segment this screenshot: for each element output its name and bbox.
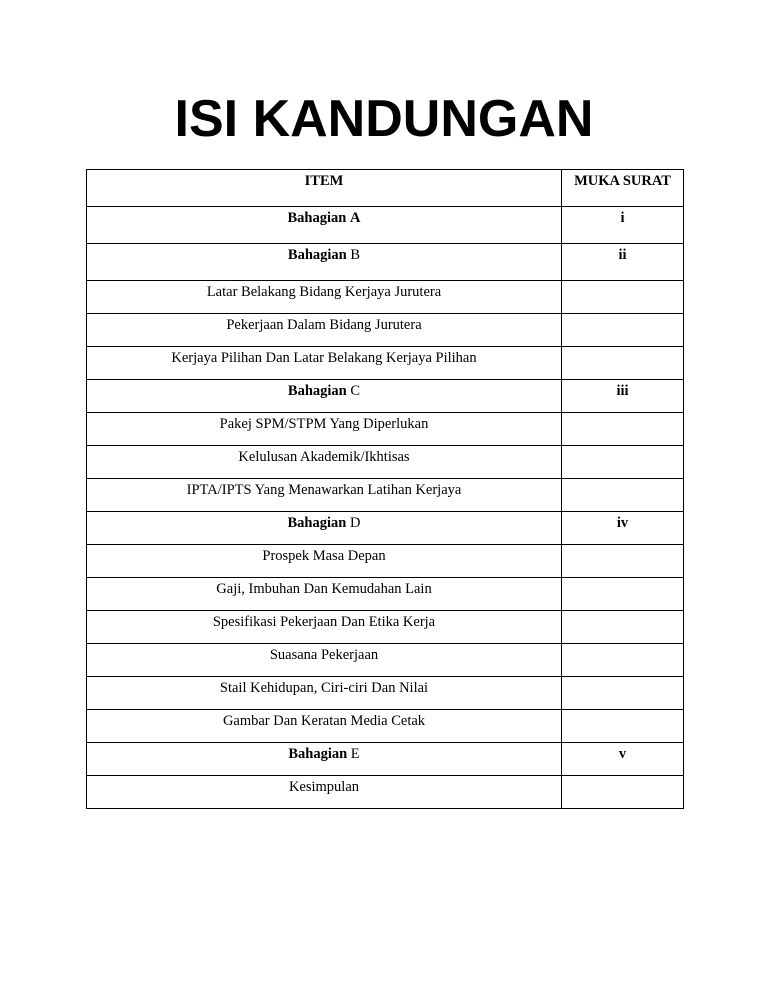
- section-letter: D: [349, 515, 361, 531]
- page-number: iii: [562, 380, 684, 413]
- page-number: ii: [562, 244, 684, 281]
- toc-entry: Stail Kehidupan, Ciri-ciri Dan Nilai: [87, 677, 562, 710]
- section-label: Bahagian: [287, 247, 347, 263]
- table-row: [87, 347, 684, 380]
- page-number: [562, 314, 684, 347]
- table-row-section-a: [87, 207, 684, 244]
- section-letter: C: [350, 383, 361, 399]
- page-number: [562, 611, 684, 644]
- table-of-contents: [86, 169, 684, 809]
- toc-entry: Suasana Pekerjaan: [87, 644, 562, 677]
- toc-entry: Kerjaya Pilihan Dan Latar Belakang Kerjaya Pilihan: [87, 347, 562, 380]
- toc-entry: IPTA/IPTS Yang Menawarkan Latihan Kerjaya: [87, 479, 562, 512]
- toc-entry: Gambar Dan Keratan Media Cetak: [87, 710, 562, 743]
- toc-entry: Kesimpulan: [87, 776, 562, 809]
- section-letter: B: [350, 247, 361, 263]
- table-row: [87, 281, 684, 314]
- page-number: [562, 479, 684, 512]
- table-row-section-e: [87, 743, 684, 776]
- table-row: [87, 776, 684, 809]
- table-row-section-c: [87, 380, 684, 413]
- table-row: [87, 446, 684, 479]
- table-row: [87, 677, 684, 710]
- page-number: i: [562, 207, 684, 244]
- table-row: [87, 314, 684, 347]
- table-row: [87, 413, 684, 446]
- section-label: Bahagian: [287, 210, 347, 226]
- toc-entry: Gaji, Imbuhan Dan Kemudahan Lain: [87, 578, 562, 611]
- page-number: [562, 677, 684, 710]
- section-heading: [87, 207, 562, 244]
- section-letter: A: [349, 210, 361, 226]
- page-title: ISI KANDUNGAN: [174, 90, 594, 148]
- section-heading: [87, 244, 562, 281]
- section-label: Bahagian: [287, 515, 347, 531]
- page-number: [562, 413, 684, 446]
- page-number: [562, 776, 684, 809]
- page-number: [562, 545, 684, 578]
- page-number: [562, 644, 684, 677]
- page-number: [562, 710, 684, 743]
- section-letter: E: [350, 746, 360, 762]
- table-row-section-d: [87, 512, 684, 545]
- section-heading: [87, 512, 562, 545]
- column-header-page: MUKA SURAT: [562, 170, 684, 207]
- table-row: [87, 545, 684, 578]
- table-row: [87, 611, 684, 644]
- table-row: [87, 710, 684, 743]
- table-row: [87, 479, 684, 512]
- page-number: [562, 446, 684, 479]
- page-number: iv: [562, 512, 684, 545]
- toc-entry: Latar Belakang Bidang Kerjaya Jurutera: [87, 281, 562, 314]
- toc-entry: Pakej SPM/STPM Yang Diperlukan: [87, 413, 562, 446]
- toc-entry: Prospek Masa Depan: [87, 545, 562, 578]
- toc-entry: Kelulusan Akademik/Ikhtisas: [87, 446, 562, 479]
- page-number: [562, 281, 684, 314]
- page-number: [562, 347, 684, 380]
- column-header-item: ITEM: [87, 170, 562, 207]
- table-row: [87, 644, 684, 677]
- section-heading: [87, 743, 562, 776]
- section-label: Bahagian: [287, 383, 347, 399]
- table-row-section-b: [87, 244, 684, 281]
- section-label: Bahagian: [288, 746, 348, 762]
- table-header-row: [87, 170, 684, 207]
- section-heading: [87, 380, 562, 413]
- table-row: [87, 578, 684, 611]
- toc-entry: Spesifikasi Pekerjaan Dan Etika Kerja: [87, 611, 562, 644]
- toc-entry: Pekerjaan Dalam Bidang Jurutera: [87, 314, 562, 347]
- page-number: [562, 578, 684, 611]
- page-number: v: [562, 743, 684, 776]
